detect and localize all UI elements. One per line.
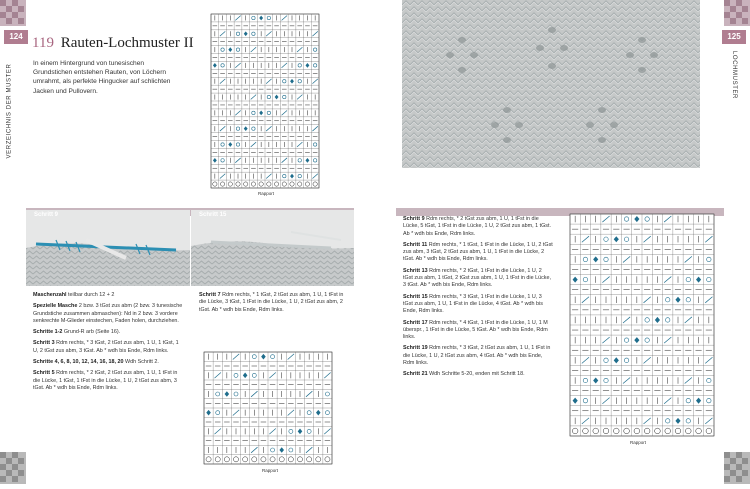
rapport-label-bottom-left: Rapport xyxy=(262,468,279,473)
instruction-line: Schritt 19 Rdm rechts, * 3 tGst, 2 tGst zus abm, 1 U, 1 tFst in die Lücke, 1 U, 2 tGst zus abm, 4 tGst. Ab * wdh bis Ende, Rdm links. xyxy=(403,345,551,367)
pattern-title xyxy=(32,35,194,52)
pattern-intro: In einem Hintergrund von tunesischen Grundstichen entstehen Rauten, von Löchern umrahmt, als perfekte Hingucker auf schlichten Jacken und Pullovern. xyxy=(33,60,171,95)
side-label-left: VERZEICHNIS DER MUSTER xyxy=(6,63,13,159)
instruction-line: Schritt 13 Rdm rechts, * 2 tGst, 1 tFst in die Lücke, 1 U, 2 tGst zus abm, 1 tGst, 2 tGst zus abm, 1 U, 1 tFst in die Lücke, 3 tGst. Ab * wdh bis Ende, Rdm links. xyxy=(403,267,551,289)
corner-mosaic-bottom-left xyxy=(0,452,26,484)
instruction-line: Spezielle Masche 2 bzw. 3 tGst zus abm (2 bzw. 3 tunesische Grundstiche zusammen abmaschen): Nd in 2 bzw. 3 vordere senkrechte M-Glieder einstechen, Faden holen, durchziehen. xyxy=(33,303,183,324)
instruction-line: Schritt 7 Rdm rechts, * 1 tGst, 2 tGst zus abm, 1 U, 1 tFst in die Lücke, 3 tGst, 1 tFst in die Lücke, 1 U, 2 tGst zus abm, 2 tGst. Ab * wdh bis Ende, Rdm links. xyxy=(199,292,344,313)
lace-sample-photo xyxy=(402,0,700,168)
stitch-chart-top xyxy=(203,12,327,192)
step-photo-a xyxy=(26,210,190,286)
page-number-right: 125 xyxy=(722,30,746,44)
instruction-line: Schritt 9 Rdm rechts, * 2 tGst zus abm, 1 U, 1 tFst in die Lücke, 5 tGst, 1 tFst in die Lücke, 1 U, 2 tGst zus abm, 1 tGst. Ab * wdh bis Ende, Rdm links. xyxy=(403,216,552,237)
corner-mosaic-top-right xyxy=(724,0,750,26)
instructions-column-2 xyxy=(199,292,347,318)
page-number-left: 124 xyxy=(4,30,28,44)
step-photo-b xyxy=(191,210,354,286)
corner-mosaic-bottom-right xyxy=(724,452,750,484)
instruction-line: Schritt 5 Rdm rechts, * 2 tGst, 2 tGst zus abm, 1 U, 1 tFst in die Lücke, 1 tGst, 1 tFst in die Lücke, 1 U, 2 tGst zus abm, 3 tGst. Ab * wdh bis Ende, Rdm links. xyxy=(33,370,178,391)
pattern-name: Rauten-Lochmuster II xyxy=(60,35,194,51)
instruction-line: Maschenzahl teilbar durch 12 + 2 xyxy=(33,292,115,298)
step-photo-b-label: Schritt 15 xyxy=(199,212,227,218)
stitch-chart-right xyxy=(562,212,722,440)
instruction-line: Schritte 1-2 Grund-R arb (Seite 16). xyxy=(33,329,121,336)
rapport-label-top: Rapport xyxy=(258,191,275,196)
side-label-right: LOCHMUSTER xyxy=(731,50,738,100)
instructions-column-1 xyxy=(33,292,183,396)
corner-mosaic-top-left xyxy=(0,0,26,26)
instruction-line: Schritt 11 Rdm rechts, * 1 tGst, 1 tFst in die Lücke, 1 U, 2 tGst zus abm, 3 tGst, 2 tGst zus abm, 1 U, 1 tFst in die Lücke, 2 tGst. Ab * wdh bis Ende, Rdm links. xyxy=(403,241,553,263)
pattern-number: 119 xyxy=(32,35,54,51)
instruction-line: Schritt 15 Rdm rechts, * 3 tGst, 1 tFst in die Lücke, 1 U, 3 tGst zus abm, 1 U, 1 tFst in die Lücke, 4 tGst. Ab * wdh bis Ende, Rdm links. xyxy=(403,293,543,315)
instruction-line: Schritt 21 Wdh Schritte 5-20, enden mit Schritt 18. xyxy=(403,371,525,378)
step-photo-a-label: Schritt 9 xyxy=(34,212,59,218)
instruction-line: Schritt 3 Rdm rechts, * 3 tGst, 2 tGst zus abm, 1 U, 1 tGst, 1 U, 2 tGst zus abm, 3 tGst. Ab * wdh bis Ende, Rdm links. xyxy=(33,340,179,354)
instruction-line: Schritt 17 Rdm rechts, * 4 tGst, 1 tFst in die Lücke, 1 U, 1 M überspr., 1 tFst in die Lücke, 5 tGst. Ab * wdh bis Ende, Rdm links. xyxy=(403,319,548,341)
stitch-chart-bottom-left xyxy=(196,350,340,468)
rapport-label-right: Rapport xyxy=(630,440,647,445)
instructions-column-3 xyxy=(403,216,553,383)
instruction-line: Schritte 4, 6, 8, 10, 12, 14, 16, 18, 20 Wdh Schritt 2. xyxy=(33,359,159,366)
